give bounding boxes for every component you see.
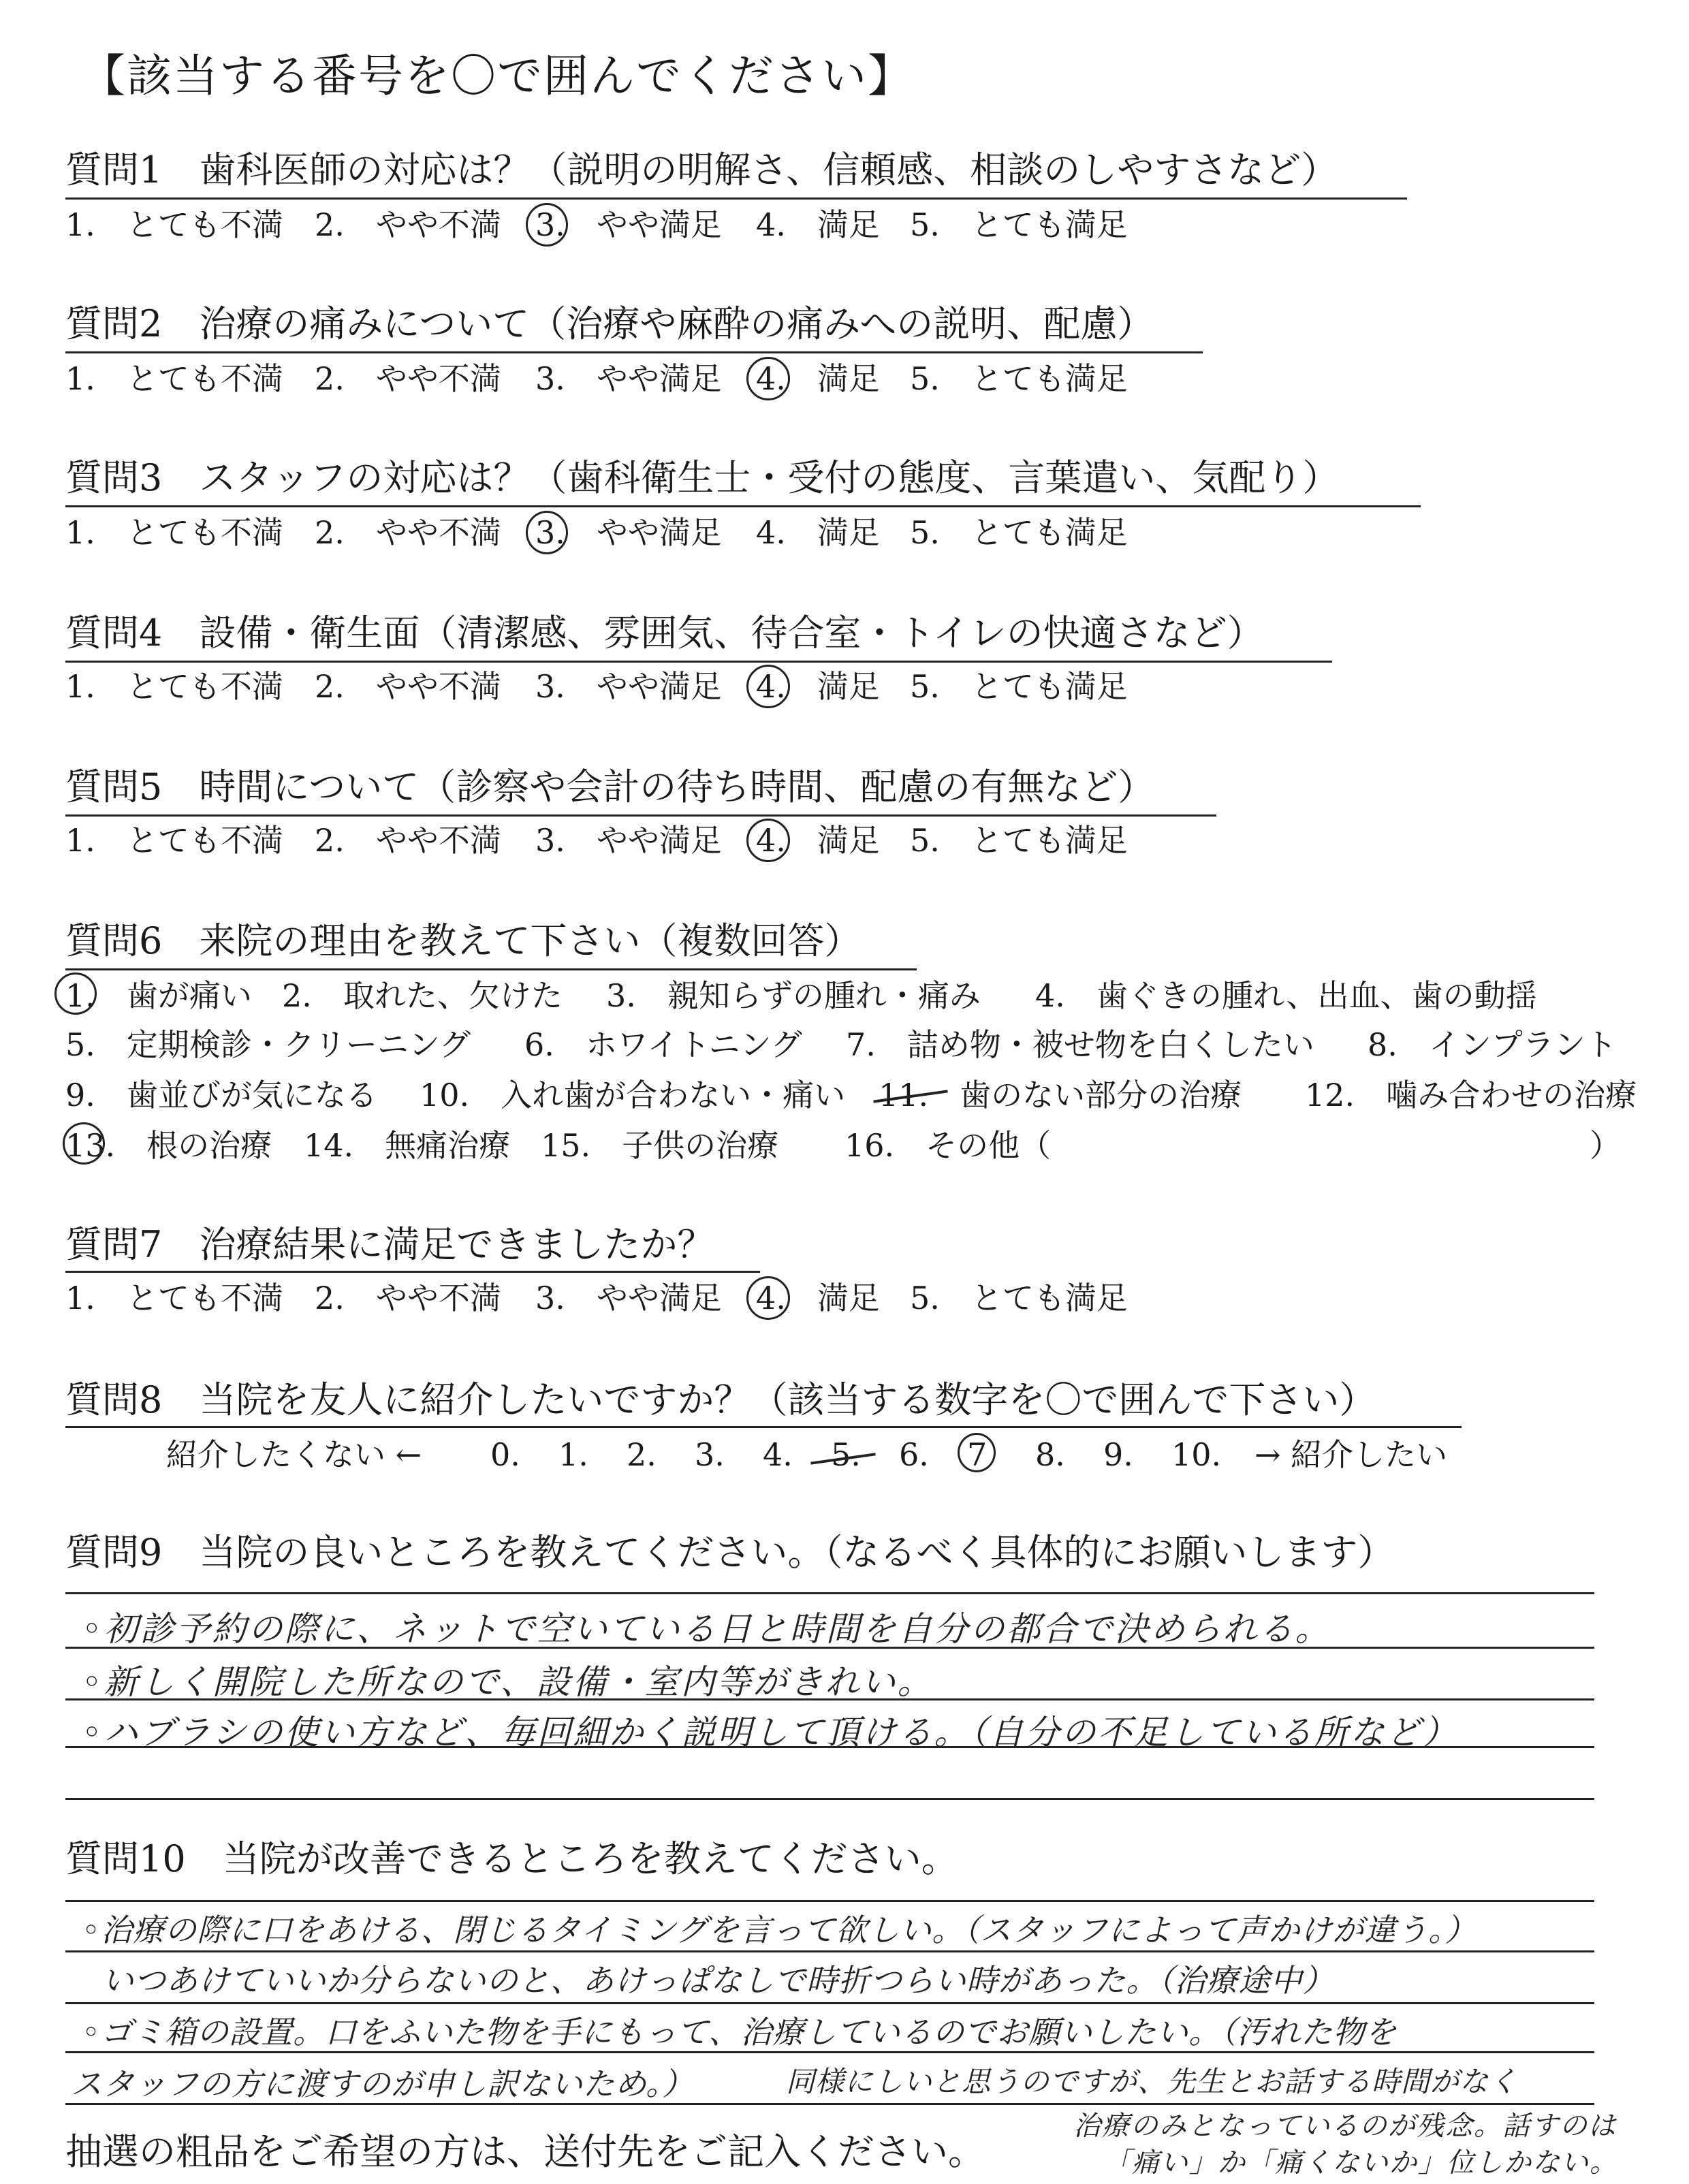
q10-rule-2: [65, 1950, 1594, 1952]
q7-option-5[interactable]: 5. とても満足: [910, 1280, 1128, 1316]
q4-option-2[interactable]: 2. やや不満: [315, 668, 501, 705]
q9-answer-line-3: ◦ハブラシの使い方など、毎回細かく説明して頂ける。（自分の不足している所など）: [82, 1713, 1459, 1752]
q8-left-label: 紹介したくない ←: [166, 1436, 422, 1473]
q6-option-2[interactable]: 2. 取れた、欠けた: [282, 977, 563, 1014]
q8-number-6[interactable]: 6.: [899, 1436, 929, 1473]
q8-number-3[interactable]: 3.: [695, 1436, 725, 1473]
q10-answer-margin-line-2: 「痛い」か「痛くないか」位しかない。: [1103, 2147, 1618, 2179]
q10-answer-line-2: いつあけていいか分らないのと、あけっぱなしで時折つらい時があった。（治療途中）: [102, 1962, 1335, 1999]
q1-option-3[interactable]: 3. やや満足: [535, 206, 722, 243]
q6-option-7[interactable]: 7. 詰め物・被せ物を白くしたい: [846, 1026, 1314, 1063]
q5-selection-circle: [746, 819, 790, 862]
q8-number-9[interactable]: 9.: [1103, 1436, 1133, 1473]
q2-option-1[interactable]: 1. とても不満: [65, 360, 283, 397]
q5-option-2[interactable]: 2. やや不満: [315, 822, 501, 859]
q3-option-1[interactable]: 1. とても不満: [65, 514, 283, 551]
q10-rule-1: [65, 1900, 1594, 1902]
q8-number-8[interactable]: 8.: [1035, 1436, 1065, 1473]
q7-option-2[interactable]: 2. やや不満: [315, 1280, 501, 1316]
q3-option-2[interactable]: 2. やや不満: [315, 514, 501, 551]
q3-option-5[interactable]: 5. とても満足: [910, 514, 1128, 551]
q2-selection-circle: [746, 357, 790, 400]
q8-number-10[interactable]: 10.: [1171, 1436, 1222, 1473]
q6-option-14[interactable]: 14. 無痛治療: [304, 1127, 511, 1164]
q6-option-1[interactable]: 1. 歯が痛い: [65, 977, 252, 1014]
q2-option-3[interactable]: 3. やや満足: [535, 360, 722, 397]
q8-number-0[interactable]: 0.: [490, 1436, 520, 1473]
q8-number-7[interactable]: 7: [967, 1436, 988, 1473]
q6-option-16[interactable]: 16. その他（: [844, 1127, 1052, 1164]
q5-option-5[interactable]: 5. とても満足: [910, 822, 1128, 859]
question-1-title: 質問1 歯科医師の対応は？（説明の明解さ、信頼感、相談のしやすさなど）: [65, 148, 1338, 191]
question-5-underline: [65, 814, 1216, 817]
question-6-underline: [65, 968, 917, 970]
q2-option-5[interactable]: 5. とても満足: [910, 360, 1128, 397]
q6-option-15[interactable]: 15. 子供の治療: [541, 1127, 779, 1164]
q10-rule-3: [65, 2002, 1594, 2004]
question-5-title: 質問5 時間について（診察や会計の待ち時間、配慮の有無など）: [65, 765, 1155, 808]
q9-answer-line-2: ◦新しく開院した所なので、設備・室内等がきれい。: [82, 1662, 934, 1702]
q5-option-4[interactable]: 4. 満足: [756, 822, 880, 859]
question-4-title: 質問4 設備・衛生面（清潔感、雰囲気、待合室・トイレの快適さなど）: [65, 612, 1264, 654]
q6-option-6[interactable]: 6. ホワイトニング: [524, 1026, 802, 1063]
question-9-title: 質問9 当院の良いところを教えてください。（なるべく具体的にお願いします）: [65, 1531, 1395, 1574]
question-10-title: 質問10 当院が改善できるところを教えてください。: [65, 1837, 958, 1880]
q10-answer-line-1: ◦治療の際に口をあける、閉じるタイミングを言って欲しい。（スタッフによって声かけが違う。）: [82, 1912, 1477, 1948]
q3-option-3[interactable]: 3. やや満足: [535, 514, 722, 551]
question-2-underline: [65, 351, 1203, 353]
q9-rule-1: [65, 1592, 1594, 1594]
q5-option-3[interactable]: 3. やや満足: [535, 822, 722, 859]
q9-rule-5: [65, 1798, 1594, 1800]
q10-answer-line-4-continued: 同様にしいと思うのですが、先生とお話する時間がなく: [786, 2065, 1519, 2098]
q8-number-2[interactable]: 2.: [627, 1436, 657, 1473]
q9-answer-line-1: ◦初診予約の際に、ネットで空いている日と時間を自分の都合で決められる。: [82, 1609, 1331, 1649]
q7-selection-circle: [746, 1276, 790, 1320]
q1-option-2[interactable]: 2. やや不満: [315, 206, 501, 243]
q6-other-close-paren: ）: [1590, 1127, 1621, 1164]
q8-circle-7: [958, 1433, 996, 1472]
question-3-underline: [65, 505, 1421, 507]
question-8-underline: [65, 1426, 1462, 1428]
q2-option-4[interactable]: 4. 満足: [756, 360, 880, 397]
q6-circle-option-1: [54, 972, 97, 1015]
question-3-title: 質問3 スタッフの対応は？（歯科衛生士・受付の態度、言葉遣い、気配り）: [65, 456, 1340, 499]
q4-option-5[interactable]: 5. とても満足: [910, 668, 1128, 705]
q1-selection-circle: [526, 203, 568, 247]
form-header: 【該当する番号を〇で囲んでください】: [80, 50, 914, 102]
question-6-title: 質問6 来院の理由を教えて下さい（複数回答）: [65, 919, 862, 962]
q4-option-3[interactable]: 3. やや満足: [535, 668, 722, 705]
question-2-title: 質問2 治療の痛みについて（治療や麻酔の痛みへの説明、配慮）: [65, 302, 1154, 345]
q7-option-1[interactable]: 1. とても不満: [65, 1280, 283, 1316]
q6-option-12[interactable]: 12. 噛み合わせの治療: [1305, 1077, 1637, 1113]
q8-number-5[interactable]: 5.: [831, 1436, 861, 1473]
q10-answer-margin-line-1: 治療のみとなっているのが残念。話すのは: [1073, 2110, 1617, 2142]
q6-option-10[interactable]: 10. 入れ歯が合わない・痛い: [420, 1077, 846, 1113]
q7-option-4[interactable]: 4. 満足: [756, 1280, 880, 1316]
q6-option-4[interactable]: 4. 歯ぐきの腫れ、出血、歯の動揺: [1035, 977, 1537, 1014]
q10-answer-line-4: スタッフの方に渡すのが申し訳ないため。）: [71, 2066, 695, 2102]
q6-option-11[interactable]: 11. 歯のない部分の治療: [879, 1077, 1242, 1113]
question-7-title: 質問7 治療結果に満足できましたか？: [65, 1223, 714, 1266]
q8-number-4[interactable]: 4.: [763, 1436, 793, 1473]
q8-number-1[interactable]: 1.: [558, 1436, 588, 1473]
q1-option-4[interactable]: 4. 満足: [756, 206, 880, 243]
q4-selection-circle: [746, 665, 790, 708]
q6-option-5[interactable]: 5. 定期検診・クリーニング: [65, 1026, 471, 1063]
q6-option-3[interactable]: 3. 親知らずの腫れ・痛み: [606, 977, 981, 1014]
q10-answer-line-3: ◦ゴミ箱の設置。口をふいた物を手にもって、治療しているのでお願いしたい。（汚れた物を: [82, 2014, 1398, 2051]
q8-right-label: → 紹介したい: [1254, 1436, 1448, 1473]
q6-circle-option-13: [63, 1122, 105, 1165]
q4-option-4[interactable]: 4. 満足: [756, 668, 880, 705]
q5-option-1[interactable]: 1. とても不満: [65, 822, 283, 859]
question-4-underline: [65, 661, 1332, 663]
q1-option-5[interactable]: 5. とても満足: [910, 206, 1128, 243]
question-1-underline: [65, 197, 1407, 200]
q6-option-9[interactable]: 9. 歯並びが気になる: [65, 1077, 377, 1113]
q4-option-1[interactable]: 1. とても不満: [65, 668, 283, 705]
question-7-underline: [65, 1271, 760, 1273]
q6-option-13[interactable]: 13. 根の治療: [65, 1127, 272, 1164]
q3-option-4[interactable]: 4. 満足: [756, 514, 880, 551]
q3-selection-circle: [526, 511, 568, 554]
question-8-title: 質問8 当院を友人に紹介したいですか？（該当する数字を〇で囲んで下さい）: [65, 1378, 1376, 1421]
q2-option-2[interactable]: 2. やや不満: [315, 360, 501, 397]
q1-option-1[interactable]: 1. とても不満: [65, 206, 283, 243]
q7-option-3[interactable]: 3. やや満足: [535, 1280, 722, 1316]
footer-note: 抽選の粗品をご希望の方は、送付先をご記入ください。: [65, 2130, 985, 2173]
q6-option-8[interactable]: 8. インプラント: [1368, 1026, 1617, 1063]
